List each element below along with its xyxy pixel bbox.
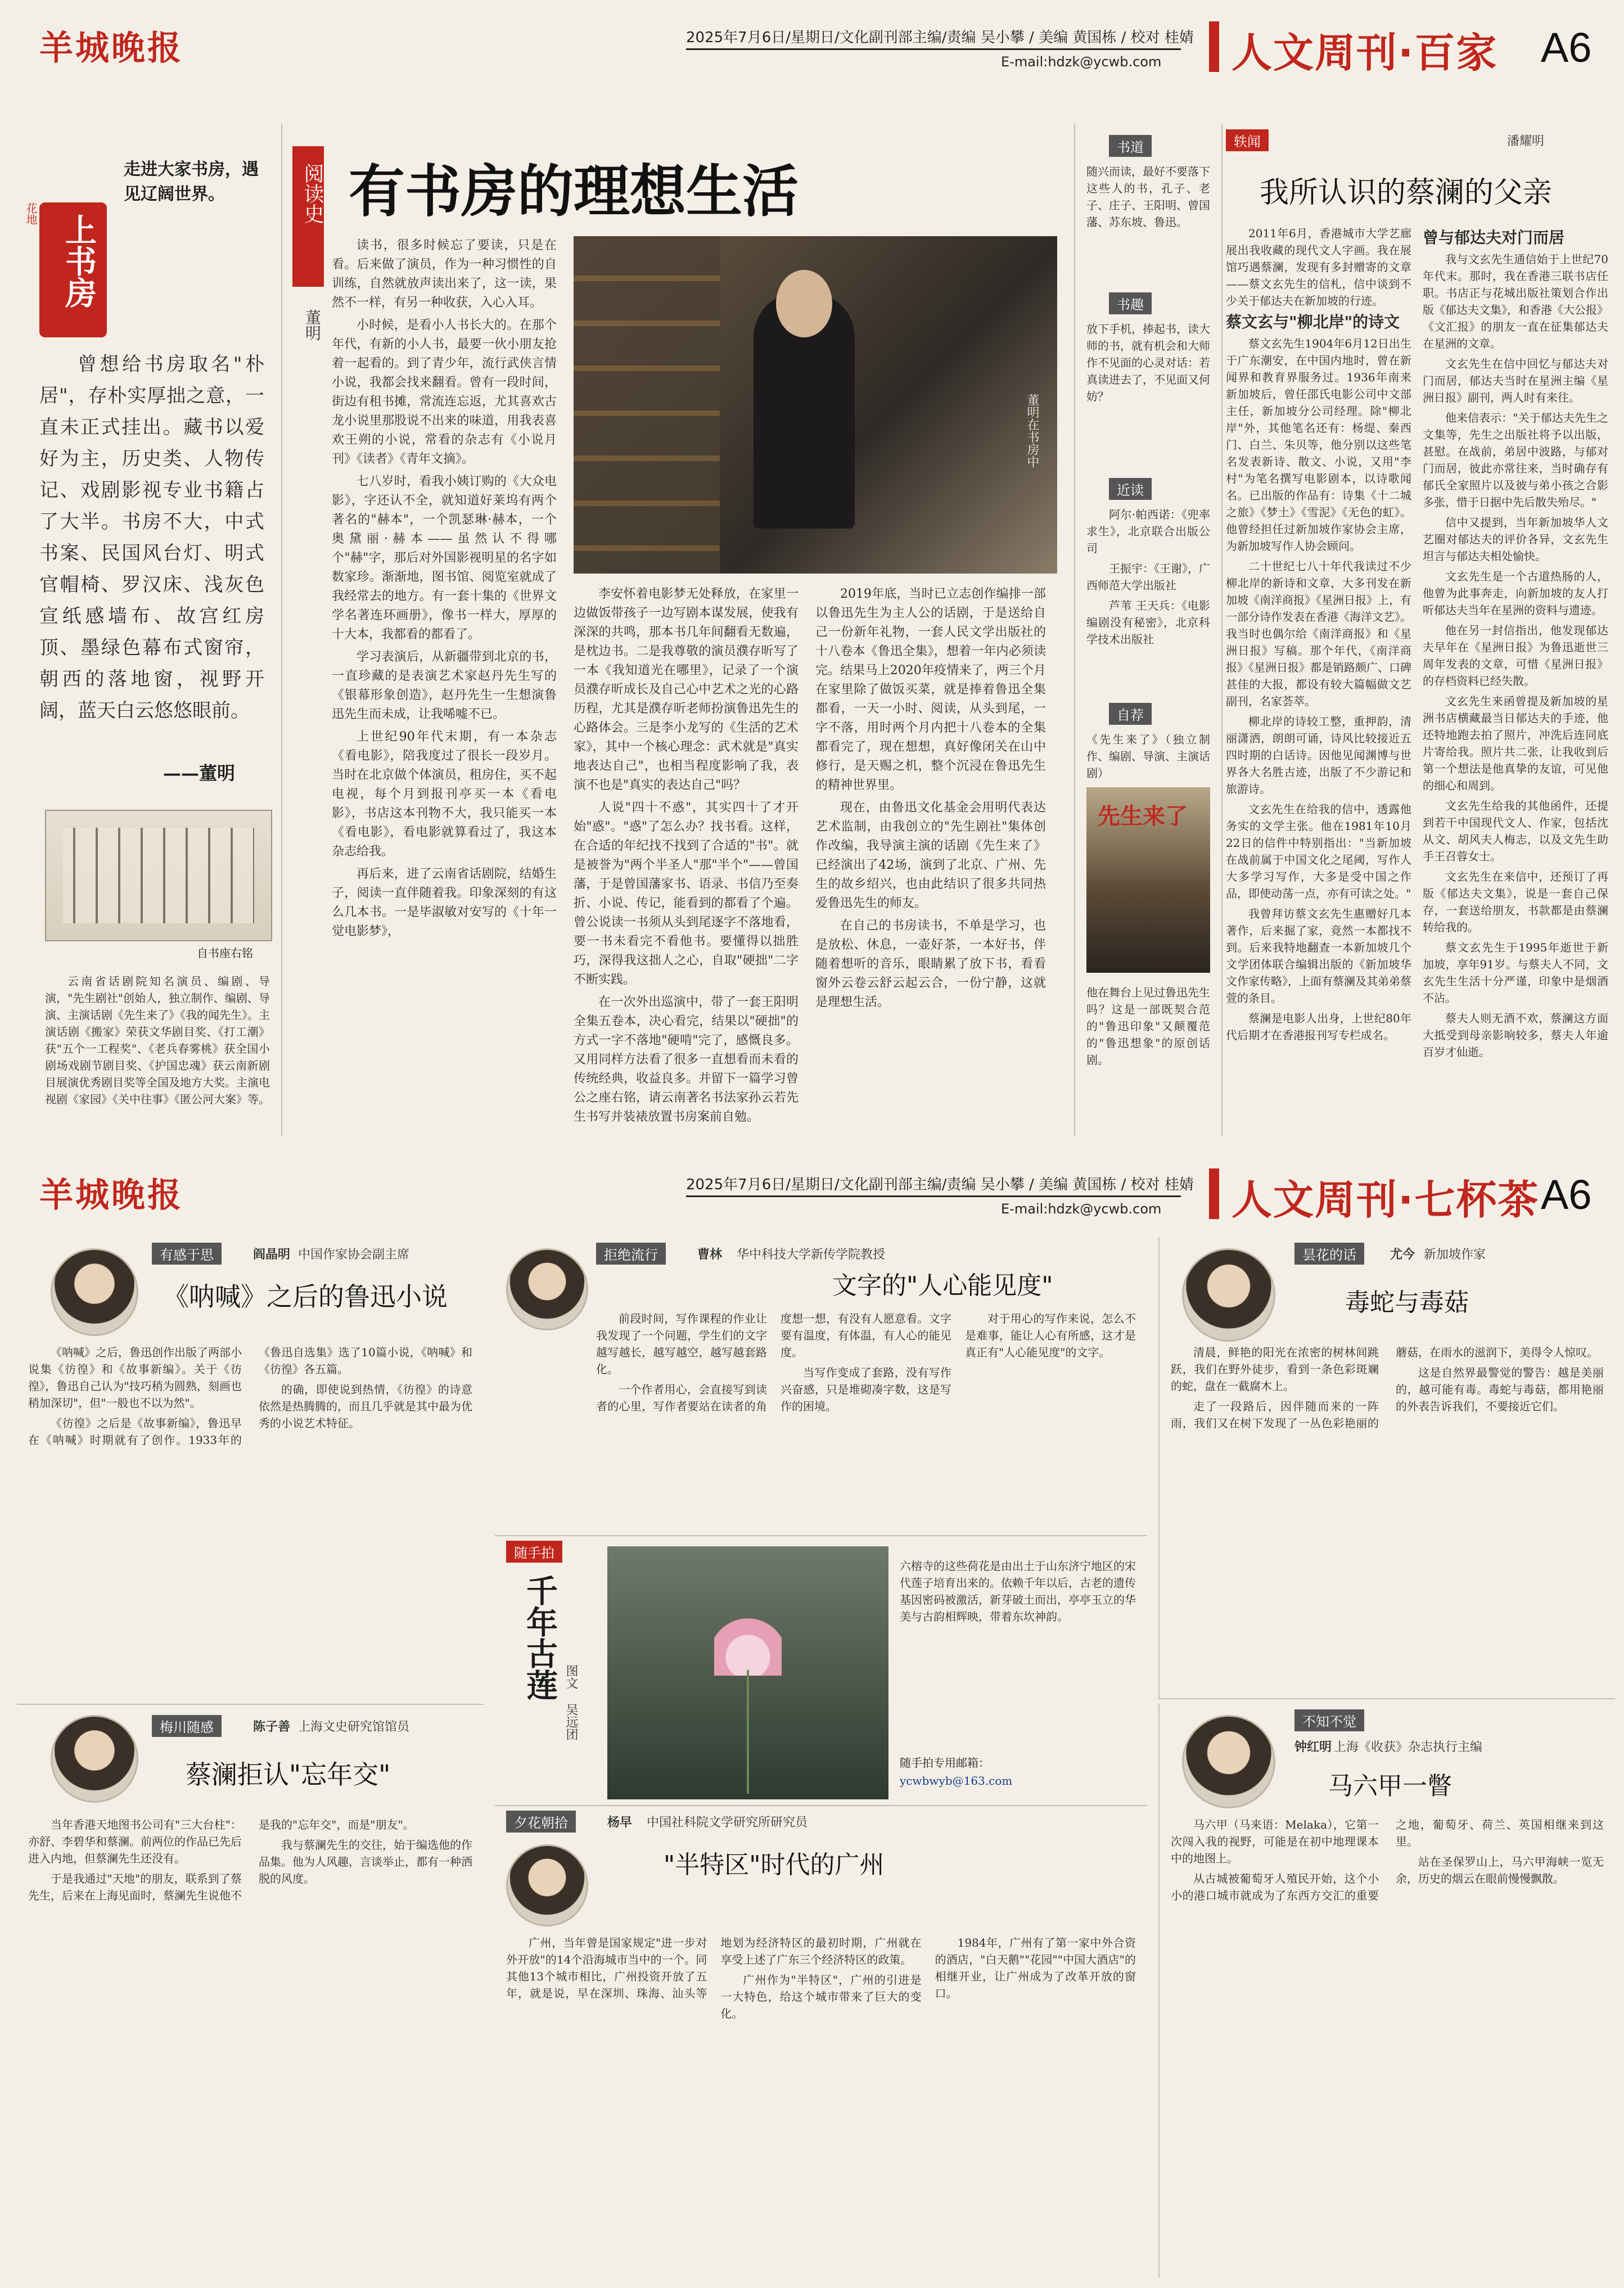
para: 读书，很多时候忘了要读，只是在看。后来做了演员，作为一种习惯性的自训练，自然就放声读出来了，这一读，果然不一样，有另一种收获，入心入耳。 xyxy=(332,238,557,310)
photo-shelf xyxy=(574,236,720,574)
article-label-box xyxy=(292,146,324,287)
slogan: 走进大家书房，遇见辽阔世界。 xyxy=(124,160,259,204)
author-avatar xyxy=(1182,1248,1275,1342)
article-body-col1 xyxy=(332,236,557,1091)
article-3 xyxy=(1158,1237,1615,1699)
para: 蔡文玄先生1904年6月12日出生于广东潮安，在中国内地时，曾在新闻界和教育界服务过。1936年南来新加坡后，曾任邵氏电影公司中文部主任，新加坡分公司经理。除"柳北岸"外，其他笔名还有：杨缇、秦西门、白兰、朱贝等，他分别以这些笔名发表新诗、散文、小说，又用"李村"为笔名撰写电影剧本，以诗歌闻名。已出版的作品有：诗集《十二城之旅》《梦土》《雪泥》《无色的虹》。他曾经担任过新加坡作家协会主席，为新加坡写作人协会顾问。 xyxy=(1226,337,1411,553)
article-body xyxy=(596,1310,1136,1529)
calligraphy-caption: 自书座右铭 xyxy=(197,946,253,960)
right-article-label: 轶闻 xyxy=(1226,129,1269,151)
shuqu-label: 书趣 xyxy=(1109,292,1152,314)
para: 文玄先生在来信中，还预订了再版《郁达夫文集》，说是一套自己保存，一套送给朋友，书款都是由蔡澜转给我的。 xyxy=(1423,870,1608,934)
author-name: 陈子善 xyxy=(253,1720,291,1734)
author-bio: 云南省话剧院知名演员、编剧、导演，"先生剧社"创始人，独立制作、编剧、导演、主演话剧《先生来了》《我的闻先生》。主演话剧《搬家》荣获文华剧目奖、《打工潮》获"五个一工程奖"、《老兵春雾桃》获全国小剧场戏剧节剧目奖、《护国忠魂》获云南新剧目展演优秀剧目奖等全国及地方大奖。主演电视剧《家园》《关中往事》《匿公河大案》等。 xyxy=(45,974,270,1106)
para: 2011年6月，香港城市大学艺廊展出我收藏的现代文人字画。我在展馆巧遇蔡澜，发现有多封赠寄的文章——蔡文玄先生的信札，信中谈到不少关于郁达夫在新加坡的行迹。 xyxy=(1226,227,1411,308)
para: 我与文玄先生通信始于上世纪70年代末。那时，我在香港三联书店任职。书店正与花城出版社策划合作出版《郁达夫文集》，和香港《大公报》《文汇报》的朋友一直在征集郁达夫在星洲的文章。 xyxy=(1423,252,1608,350)
para: 上世纪90年代末期，有一本杂志《看电影》，陪我度过了很长一段岁月。当时在北京做个体演员，租房住，买不起电视，每个月到报刊亭买一本《看电影》，书店这本刊物不大，我只能买一本《看电影》，看电影就算看过了，我这本杂志给我。 xyxy=(332,730,557,859)
photo-face xyxy=(776,270,832,337)
right-body-col1 xyxy=(1226,225,1411,1125)
para: 文玄先生来函曾提及新加坡的星洲书店横藏最当日郁达夫的手迹，他还特地跑去拍了照片，冲洗后连同底片寄给我。照片共二张，让我收到后第一个想法是他真挚的友谊，可见他的细心和周到。 xyxy=(1423,694,1608,792)
photo-title: 千年古莲 xyxy=(521,1574,558,1700)
article-label: 梅川随感 xyxy=(152,1715,222,1737)
photo-credit: 图文 吴远团 xyxy=(564,1664,578,1740)
article-7 xyxy=(1158,1704,1615,2277)
zijian-label: 自荐 xyxy=(1109,703,1152,725)
para: 他来信表示："关于郁达夫先生之文集等，先生之出版社将予以出版，甚慰。在战前，弟居中波路，与郁对门而居，彼此亦常往来，当时确存有郁氏全家照片以及彼与弟小孩之合影多张，惜于日据中先后散失殆尽。" xyxy=(1423,411,1608,509)
author-title: 上海文史研究馆馆员 xyxy=(298,1720,410,1734)
article-2 xyxy=(495,1237,1147,1536)
article-title: 蔡澜拒认"忘年交" xyxy=(186,1759,391,1790)
zijian-text: 《先生来了》（独立制作、编剧、导演、主演话剧） xyxy=(1086,733,1210,780)
article-title: 毒蛇与毒菇 xyxy=(1345,1288,1469,1317)
newspaper-logo: 羊城晚报 xyxy=(39,29,183,68)
article-body xyxy=(1171,1344,1604,1687)
article-title: 《呐喊》之后的鲁迅小说 xyxy=(163,1281,448,1312)
para: 这是自然界最警觉的警告：越是美丽的，越可能有毒。毒蛇与毒菇，都用艳丽的外表告诉我们，不要接近它们。 xyxy=(1396,1366,1604,1413)
para: 站在圣保罗山上，马六甲海峡一览无余，历史的烟云在眼前慢慢飘散。 xyxy=(1396,1855,1604,1885)
author-title: 上海《收获》杂志执行主编 xyxy=(1334,1740,1483,1754)
lotus-flower-icon xyxy=(714,1614,782,1676)
article-1 xyxy=(17,1237,484,1705)
photo-caption: 董明在书房中 xyxy=(1025,394,1039,468)
author-title: 中国社科院文学研究所研究员 xyxy=(647,1816,808,1830)
author-title: 华中科技大学新传学院教授 xyxy=(737,1248,886,1262)
para: 小时候，是看小人书长大的。在那个年代，有新的小人书，最要一伙小朋友抢着一起看的。到了青少年，流行武侠言情小说，我都会找来翻看。曾有一段时间，街边有租书摊，常流连忘返，尤其喜欢古龙小说里那股说不出来的味道，用我表喜欢王朔的小说，常看的杂志有《小说月刊》《读者》《青年文摘》。 xyxy=(332,318,557,466)
para: 从古城被葡萄牙人殖民开始，这个小小的港口城市就成为了东西方交汇的重要之地，葡萄牙、荷兰、英国相继来到这里。 xyxy=(1171,1818,1604,1902)
para: 人说"四十不惑"，其实四十了才开始"惑"。"惑"了怎么办？找书看。这样，在合适的年纪找不找到了合适的"书"。就是被誉为"两个半圣人"那"半个"——曾国藩，于是曾国藩家书、语录、书信乃至奏折、小说、传记，能看到的都看了个遍。曾公说读一书须从头到尾逐字不落地看，要一书未看完不看他书。要懂得以拙胜巧，深得我这拙人之心，自取"硬拙"二字不断实践。 xyxy=(574,801,799,987)
left-column xyxy=(17,124,282,1136)
shuqu-text: 放下手机，捧起书，读大师的书，就有机会和大师作不见面的心灵对话：若真读进去了，不见面又何妨？ xyxy=(1086,322,1210,403)
para: 在自己的书房读书，不单是学习，也是放松、休息，一壶好茶，一本好书，伴随着想听的音乐，眼睛累了放下书，看看窗外云卷云舒云起云合，一份宁静，这就是理想生活。 xyxy=(815,919,1046,1009)
article-body xyxy=(28,1816,472,2266)
lotus-photo xyxy=(607,1546,888,1799)
right-article xyxy=(1226,124,1614,1136)
section-bar-icon xyxy=(1209,21,1219,72)
author-name: 尤今 xyxy=(1390,1248,1415,1262)
para: 二十世纪七八十年代我读过不少柳北岸的新诗和文章，大多刊发在新加坡《南洋商报》《星洲日报》上，有一部分诗作发表在香港《海洋文艺》。我当时也偶尔给《南洋商报》和《星洲日报》写稿。那个年代，《南洋商报》《星洲日报》都是销路颇广、口碑甚佳的大报，都设有较大篇幅做文艺副刊，名家荟萃。 xyxy=(1226,559,1411,708)
para: 在一次外出巡演中，带了一套王阳明全集五卷本，决心看完，结果以"硬拙"的方式一字不落地"硬啃"完了，感慨良多。又用同样方法看了很多一直想看而未看的传统经典，收益良多。并留下一篇学习曾公之座右铭，请云南著名书法家孙云若先生书写并装裱放置书房案前自勉。 xyxy=(574,995,799,1124)
masthead-rule xyxy=(686,1195,1181,1197)
article-label: 夕花朝拾 xyxy=(506,1811,576,1833)
author-name: 阎晶明 xyxy=(253,1248,291,1262)
author-title: 新加坡作家 xyxy=(1424,1248,1486,1262)
subhead-1: 蔡文玄与"柳北岸"的诗文 xyxy=(1226,313,1400,331)
para: 马六甲（马来语：Melaka），它第一次闯入我的视野，可能是在初中地理课本中的地图上。 xyxy=(1171,1818,1379,1865)
right-body-col2 xyxy=(1423,225,1608,1125)
email: E-mail:hdzk@ycwb.com xyxy=(1001,54,1162,70)
author-avatar xyxy=(506,1844,588,1926)
author-avatar xyxy=(51,1248,138,1336)
section-bar-icon xyxy=(1209,1168,1219,1219)
jindu-label: 近读 xyxy=(1109,478,1152,500)
column-stamp xyxy=(24,202,107,337)
para: 蔡文玄先生于1995年逝世于新加坡，享年91岁。与蔡夫人不同，文玄先生生活十分严谨，印象中是烟酒不沾。 xyxy=(1423,941,1608,1005)
jindu-list xyxy=(1086,506,1210,692)
top-masthead xyxy=(22,11,1602,79)
article-label: 有感于思 xyxy=(152,1243,222,1265)
article-label: 拒绝流行 xyxy=(596,1243,666,1265)
para: 2019年底，当时已立志创作编排一部以鲁迅先生为主人公的话剧，于是送给自己一份新年礼物，一套人民文学出版社的十八卷本《鲁迅全集》，想着一年内必须读完。结果马上2020年疫情来了，两三个月在家里除了做饭买菜，就是捧着鲁迅全集都看，一天一小时、阅读，从头到尾，一字不落，用时两个月内把十八卷本的全集都看完了，现在想想，真好像闭关在山中修行，是天赐之机，整个沉浸在鲁迅先生的精神世界里。 xyxy=(815,587,1046,792)
side-notes xyxy=(1074,124,1222,1136)
poster-image xyxy=(1086,787,1210,973)
article-6 xyxy=(495,1811,1147,2277)
shudao-text: 随兴而读，最好不要落下这些人的书，孔子、老子、庄子、王阳明、曾国藩、苏东坡、鲁迅。 xyxy=(1086,165,1210,229)
author-avatar xyxy=(51,1715,138,1803)
author-name: 曹林 xyxy=(697,1248,723,1262)
author-avatar xyxy=(506,1248,588,1330)
para: 蔡澜是电影人出身，上世纪80年代后期才在香港报刊写专栏成名。 xyxy=(1226,1012,1411,1042)
article-label: 昙花的话 xyxy=(1294,1243,1364,1265)
para: 走了一段路后，因伴随而来的一阵雨，我们又在树下发现了一丛色彩艳丽的蘑菇，在雨水的滋润下，美得令人惊叹。 xyxy=(1171,1346,1598,1430)
newspaper-logo: 羊城晚报 xyxy=(39,1176,183,1215)
article-label: 不知不觉 xyxy=(1294,1709,1364,1731)
article-4 xyxy=(17,1709,484,2277)
jindu-item: 阿尔·帕西诺：《兜率求生》，北京联合出版公司 xyxy=(1086,508,1210,555)
para: 当写作变成了套路，没有写作兴奋感，只是堆砌凑字数，这是写作的困境。 xyxy=(781,1366,951,1413)
para: 他在另一封信指出，他发现郁达夫早年在《星洲日报》为鲁迅逝世三周年发表的文章，可惜《星洲日报》的存档资料已经失散。 xyxy=(1423,624,1608,688)
article-title: 有书房的理想生活 xyxy=(349,159,799,224)
section-title: 人文周刊·七杯茶 xyxy=(1231,1176,1540,1224)
para: 广州作为"半特区"，广州的引进是一大特色，给这个城市带来了巨大的变化。 xyxy=(720,1973,922,2020)
author-name: 钟红明 xyxy=(1294,1740,1332,1754)
article-body xyxy=(506,1934,1136,2266)
calligraphy-image xyxy=(45,810,272,941)
author-photo xyxy=(574,236,1057,574)
quote-author: ——董明 xyxy=(163,762,236,784)
masthead-rule xyxy=(686,48,1181,50)
right-article-author: 潘耀明 xyxy=(1507,134,1545,148)
para: 文玄先生是一个古道热肠的人，他曾为此事奔走，向新加坡的友人打听郁达夫当年在星洲的资料与遗迹。 xyxy=(1423,570,1608,617)
jindu-item: 芦苇 王天兵：《电影编剧没有秘密》，北京科学技术出版社 xyxy=(1086,599,1210,646)
page-number: A6 xyxy=(1541,24,1592,71)
article-author: 董明 xyxy=(303,309,322,341)
para: 当年香港天地图书公司有"三大台柱"：亦舒、李碧华和蔡澜。前两位的作品已先后进入内地，但蔡澜先生还没有。 xyxy=(28,1818,242,1865)
article-title: 文字的"人心能见度" xyxy=(832,1271,1053,1300)
poster-caption: 他在舞台上见过鲁迅先生吗？这是一部既契合范的"鲁迅印象"又颠覆范的"鲁迅想象"的原创话剧。 xyxy=(1086,986,1210,1067)
author-name: 杨早 xyxy=(607,1816,633,1830)
masthead-info: 2025年7月6日/星期日/文化副刊部主编/责编 吴小攀 / 美编 黄国栋 / 校对 桂婧 xyxy=(686,29,1194,46)
para: 前段时间，写作课程的作业让我发现了一个问题，学生们的文字越写越长，越写越空，越写越套路化。 xyxy=(596,1312,767,1376)
quote: 曾想给书房取名"朴居"，存朴实厚拙之意，一直未正式挂出。藏书以爱好为主，历史类、人物传记、戏剧影视专业书籍占了大半。书房不大，中式书案、民国风台灯、明式官帽椅、罗汉床、浅灰色宣纸感墙布、故宫红房顶、墨绿色幕布式窗帘，朝西的落地窗，视野开阔，蓝天白云悠悠眼前。 xyxy=(39,353,264,722)
para: 对于用心的写作来说，怎么不是难事，能让人心有所感，这才是真正有"人心能见度"的文字。 xyxy=(965,1312,1136,1359)
para: 学习表演后，从新疆带到北京的书，一直珍藏的是表演艺术家赵丹先生写的《银幕形象创造》，赵丹先生一生想演鲁迅先生而未成，让我唏嘘不已。 xyxy=(332,650,557,721)
article-body xyxy=(1171,1816,1604,2266)
email: E-mail:hdzk@ycwb.com xyxy=(1001,1201,1162,1217)
para: 再后来，进了云南省话剧院，结婚生子，阅读一直伴随着我。印象深刻的有这么几本书。一是毕淑敏对安写的《十年一觉电影梦》， xyxy=(332,867,557,938)
para: 文玄先生在给我的信中，透露他务实的文学主张。他在1981年10月22日的信件中特别指出："当新加坡在战前属于中国文化之尾阈，写作人大多学习写作，大多是受中国之作品，即使动荡一点，亦有可读之处。" xyxy=(1226,802,1411,900)
para: 清晨，鲜艳的阳光在浓密的树林间跳跃，我们在野外徒步，看到一条色彩斑斓的蛇，盘在一截腐木上。 xyxy=(1171,1346,1379,1393)
article-5 xyxy=(495,1541,1147,1806)
article-label: 阅读史 xyxy=(301,163,324,224)
article-title: 马六甲一瞥 xyxy=(1328,1772,1452,1800)
right-article-title: 我所认识的蔡澜的父亲 xyxy=(1260,176,1553,210)
para: 《彷徨》之后是《故事新编》，鲁迅早在《呐喊》时期就有了创作。1933年的《鲁迅自选集》选了10篇小说，《呐喊》和《彷徨》各五篇。 xyxy=(28,1346,472,1447)
bottom-masthead xyxy=(22,1158,1602,1226)
para: 一个作者用心，会直接写到读者的心里，写作者要站在读者的角度想一想，有没有人愿意看。文字要有温度，有体温，有人心的能见度。 xyxy=(596,1312,951,1413)
para: 的确，即使说到热情，《彷徨》的诗意依然是热腾腾的，而且几乎就是其中最为优秀的小说艺术特征。 xyxy=(259,1383,472,1430)
author-avatar xyxy=(1182,1715,1275,1808)
article-title: "半特区"时代的广州 xyxy=(664,1851,885,1879)
para: 信中又提到，当年新加坡华人文艺圈对郁达夫的评价各异，文玄先生坦言与郁达夫相处愉快。 xyxy=(1423,516,1608,563)
para: 柳北岸的诗较工整，重押韵，清丽潇洒，朗朗可诵，诗风比较接近五四时期的白话诗。因他见闻渊博与世界各大名胜古迹，出版了不少游记和旅游诗。 xyxy=(1226,715,1411,796)
jindu-item: 王振宇：《王谢》，广西师范大学出版社 xyxy=(1086,562,1210,592)
photo-caption: 六榕寺的这些荷花是由出土于山东济宁地区的宋代莲子培育出来的。依赖千年以后，古老的遗传基因密码被激活，新芽破土而出，亭亭玉立的华美与古韵相辉映，带着东坎神韵。 xyxy=(900,1559,1136,1623)
article-label: 随手拍 xyxy=(506,1541,562,1563)
para: 我曾拜访蔡文玄先生惠赠好几本著作，后来掘了家，竟然一本都找不到。后来我特地翻查一本新加坡几个文学团体联合编辑出版的《新加坡华文作家传略》，上面有蔡澜及其弟弟蔡萱的条目。 xyxy=(1226,907,1411,1005)
shudao-label: 书道 xyxy=(1109,135,1152,157)
main-article xyxy=(292,124,1068,1136)
para: 文玄先生在信中回忆与郁达夫对门而居，郁达夫当时在星洲主编《星洲日报》副刊，两人时有来往。 xyxy=(1423,357,1608,404)
article-body-col3 xyxy=(815,585,1046,1091)
lotus-stem xyxy=(747,1670,749,1794)
para: 七八岁时，看我小姨订购的《大众电影》，字还认不全，就知道好莱坞有两个著名的"赫本"，一个凯瑟琳·赫本，一个奥黛丽·赫本——虽然认不得哪个"赫"字，那后对外国影视明星的名字如数家珍。渐渐地，图书馆、阅览室就成了我经常去的地方。有一套十集的《世界文学名著连环画册》，像书一样大，厚厚的十大本，我都看的都看了。 xyxy=(332,475,557,642)
para: 现在，由鲁迅文化基金会用明代表达艺术监制，由我创立的"先生剧社"集体创作改编，我导演主演的话剧《先生来了》已经演出了42场，演到了北京、广州、先生的故乡绍兴，也由此结识了很多共同热爱鲁迅先生的师友。 xyxy=(815,801,1046,910)
article-body xyxy=(28,1344,472,1693)
submit-email[interactable]: ycwbwyb@163.com xyxy=(900,1774,1013,1788)
para: 于是我通过"天地"的朋友，联系到了蔡先生，后来在上海见面时，蔡澜先生说他不是我的"忘年交"，而是"朋友"。 xyxy=(28,1818,414,1902)
para: 李安怀着电影梦无处释放，在家里一边做饭带孩子一边写剧本谋发展，使我有深深的共鸣，那本书几年间翻看无数遍，是枕边书。二是我尊敬的演员濮存昕写了一本《我知道光在哪里》，记录了一个演员濮存昕成长及自己心中艺术之光的心路历程，尤其是濮存昕老师扮演鲁迅先生的心路体会。三是李小龙写的《生活的艺术家》，其中一个核心理念：武术就是"真实地表达自己"，也相当程度影响了我，表演不也是"真实的表达自己"吗？ xyxy=(574,587,799,792)
page-number: A6 xyxy=(1541,1171,1592,1218)
submit-label: 随手拍专用邮箱： xyxy=(900,1756,990,1770)
section-title: 人文周刊·百家 xyxy=(1231,29,1498,76)
masthead-info: 2025年7月6日/星期日/文化副刊部主编/责编 吴小攀 / 美编 黄国栋 / 校对 桂婧 xyxy=(686,1176,1194,1193)
para: 蔡夫人则无酒不欢，蔡澜这方面大抵受到母亲影响较多，蔡夫人年逾百岁才仙逝。 xyxy=(1423,1012,1608,1059)
author-title: 中国作家协会副主席 xyxy=(298,1248,410,1262)
para: 《呐喊》之后，鲁迅创作出版了两部小说集《彷徨》和《故事新编》。关于《彷徨》，鲁迅自己认为"技巧稍为圆熟，刻画也稍加深切"，但"一般也不以为然"。 xyxy=(28,1346,242,1410)
para: 我与蔡澜先生的交往，始于编选他的作品集。他为人风趣，言谈举止，都有一种洒脱的风度。 xyxy=(259,1838,472,1885)
para: 1984年，广州有了第一家中外合资的酒店，"白天鹅""花园""中国大酒店"的相继开业，让广州成为了改革开放的窗口。 xyxy=(935,1936,1136,2000)
article-body-col2 xyxy=(574,585,799,1124)
subhead-2: 曾与郁达夫对门而居 xyxy=(1423,228,1565,247)
column-name: 上书房 xyxy=(60,214,97,308)
para: 广州，当年曾是国家规定"进一步对外开放"的14个沿海城市当中的一个。同其他13个城市相比，广州投资开放了五年，就是说，早在深圳、珠海、汕头等地划为经济特区的最初时期，广州就在享受上述了广东三个经济特区的政策。 xyxy=(506,1936,922,2000)
stamp-tag: 花地 xyxy=(24,202,38,225)
poster-title: 先生来了 xyxy=(1098,804,1188,829)
para: 文玄先生给我的其他函件，还提到若干中国现代文人、作家，包括沈从文、胡风夫人梅志，以及文先生助手王召蓉女士。 xyxy=(1423,799,1608,863)
